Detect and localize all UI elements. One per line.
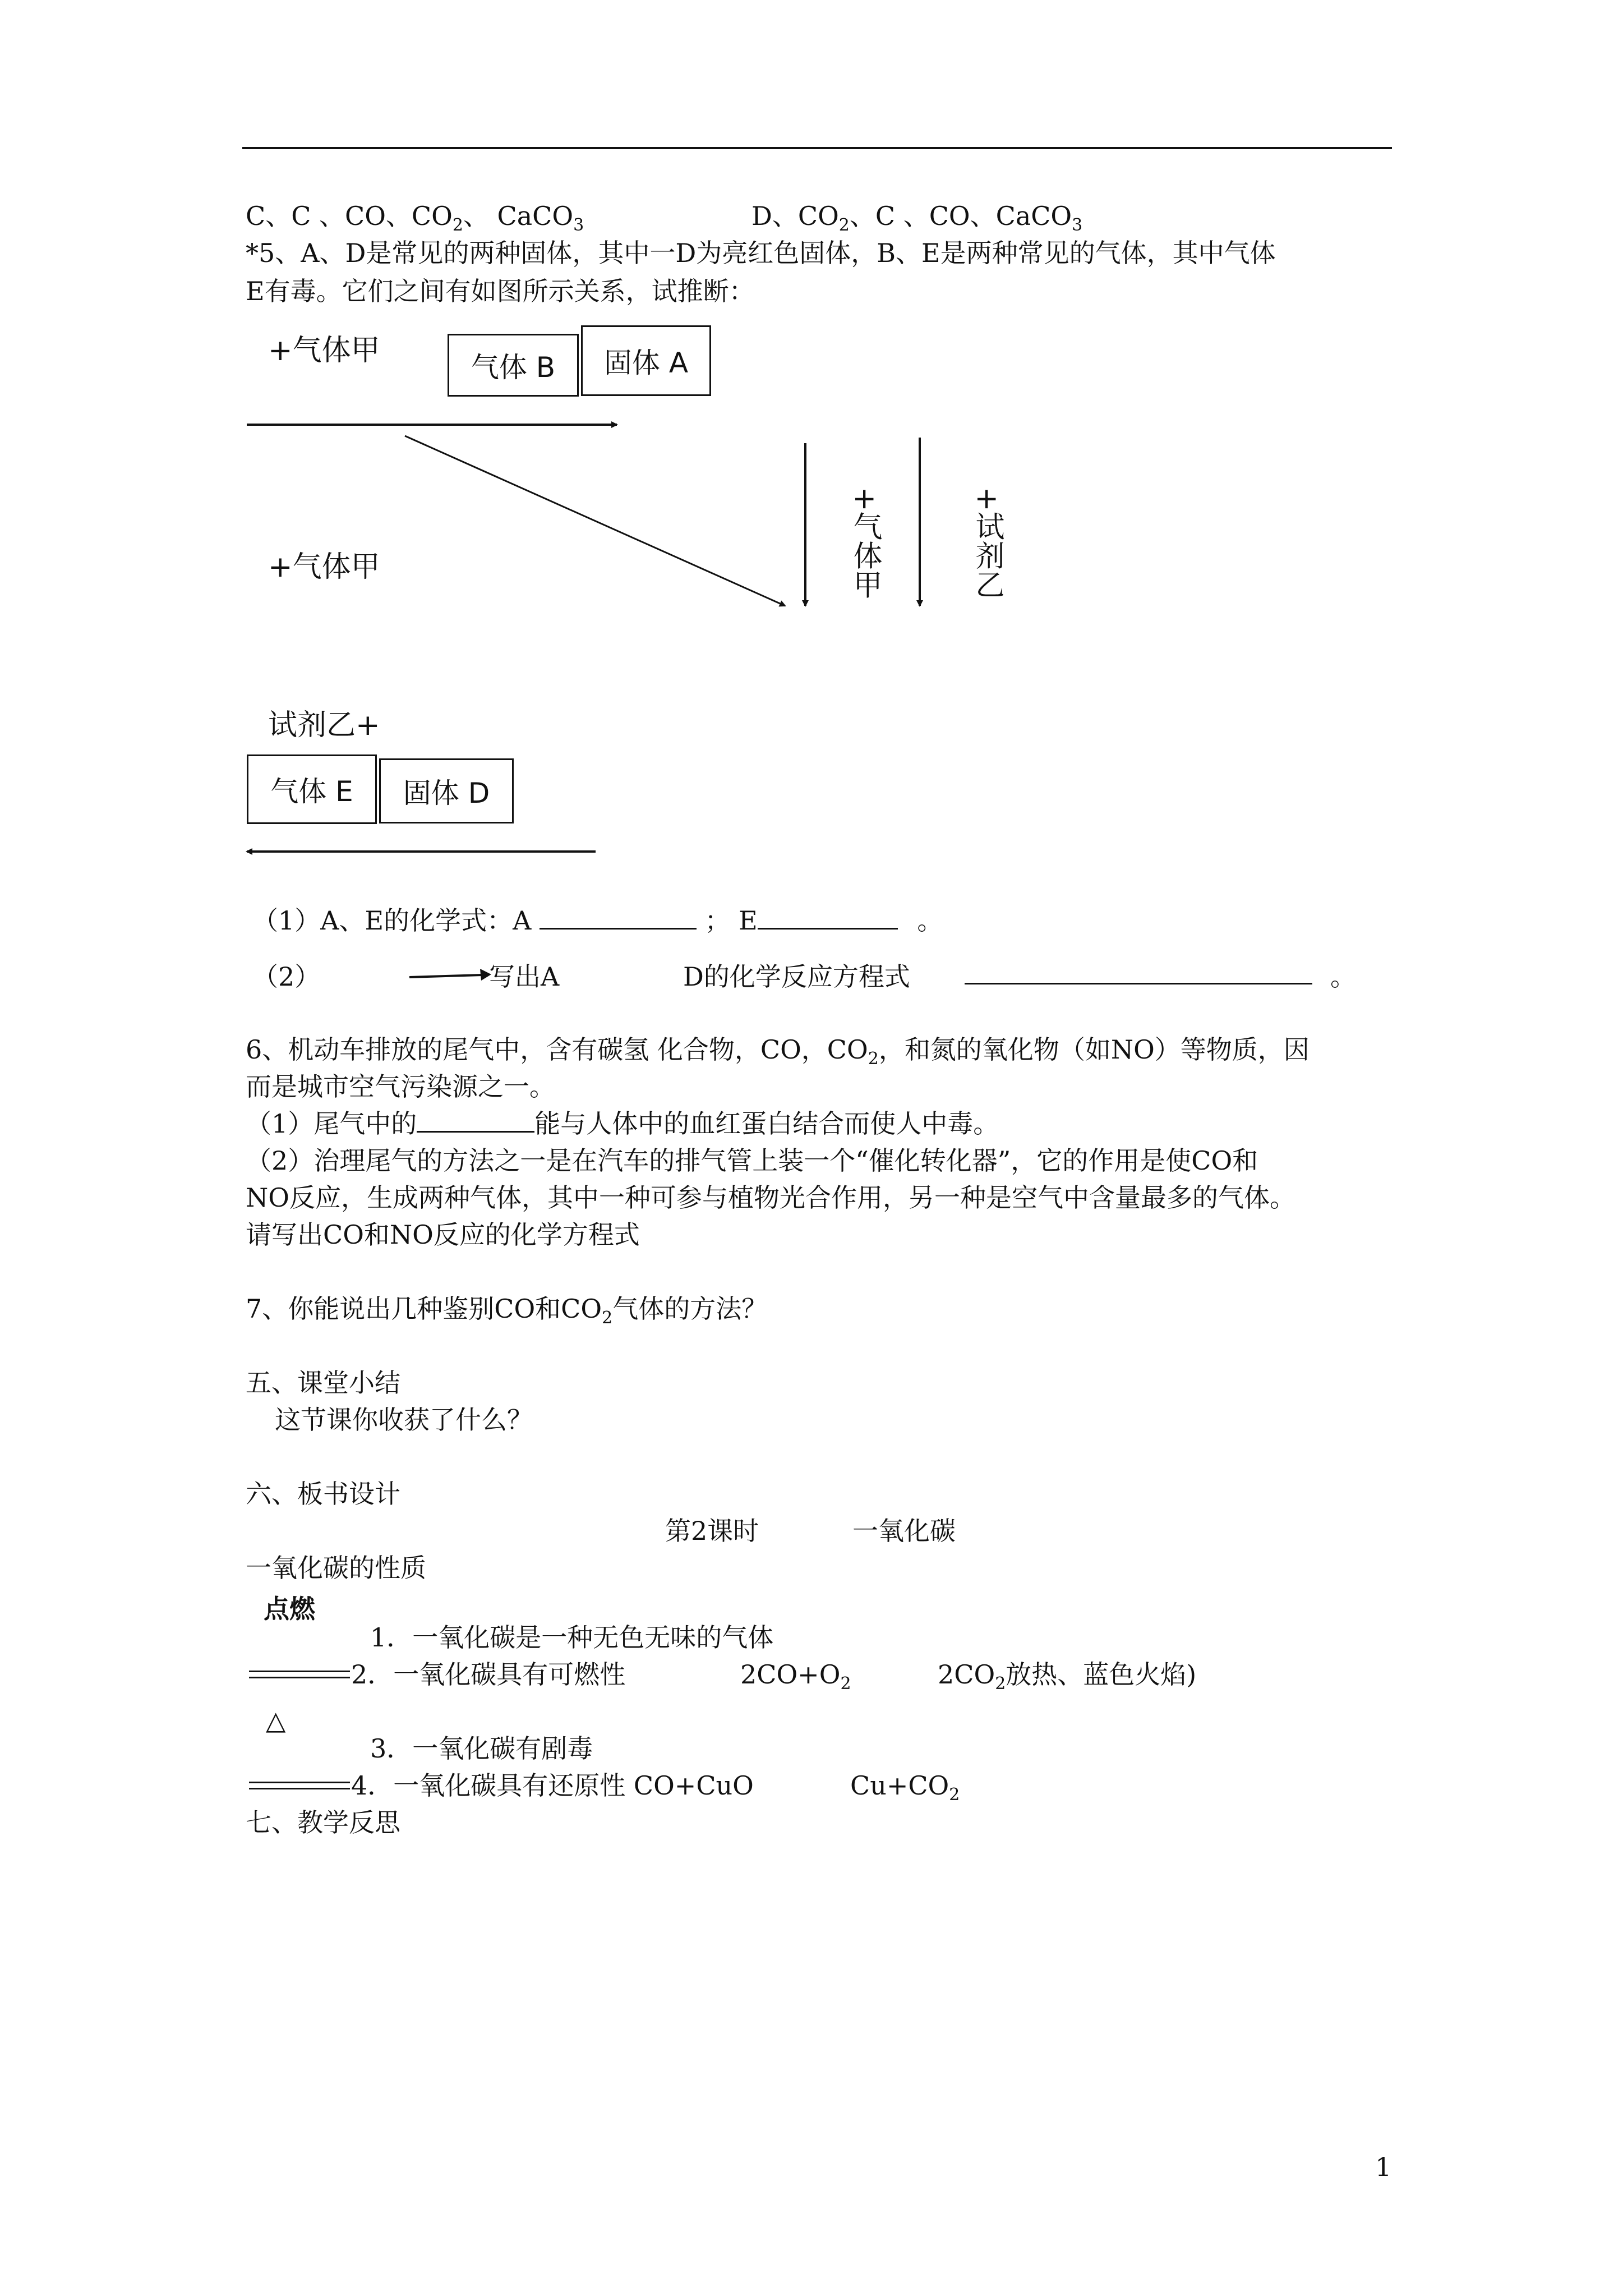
double-line-2 xyxy=(249,1782,350,1789)
vertical-label-gas-jia: +气体甲 xyxy=(848,487,882,599)
q7: 7、你能说出几种鉴别CO和$CO_2$气体的方法？ xyxy=(246,1294,768,1328)
eq2-products: $2CO_2$放热、蓝色火焰) xyxy=(938,1659,1197,1694)
q5-sub2: （2） xyxy=(252,961,321,992)
answer-blank-equation[interactable] xyxy=(965,983,1312,984)
label-gas-jia-mid: +气体甲 xyxy=(268,550,380,584)
q5-sub2-end: 。 xyxy=(1330,961,1356,992)
label-gas-jia-top: +气体甲 xyxy=(268,334,380,367)
box-solid-a: 固体 A xyxy=(581,325,711,396)
answer-blank-a[interactable] xyxy=(540,905,697,930)
lesson-number: 第2课时 xyxy=(665,1516,759,1546)
section-5-body: 这节课你收获了什么？ xyxy=(275,1405,533,1435)
page-number: 1 xyxy=(1375,2152,1392,2182)
eq2-reactants: $2CO+O_2$ xyxy=(740,1659,851,1694)
lesson-topic: 一氧化碳 xyxy=(852,1516,956,1546)
option-d: D、$CO_2$、C 、CO、CaCO$_3$ xyxy=(751,201,1083,235)
property-3: 3．一氧化碳有剧毒 xyxy=(370,1733,593,1764)
box-gas-e: 气体 E xyxy=(247,754,377,824)
q6-sub2-line3: 请写出CO和NO反应的化学方程式 xyxy=(246,1220,640,1250)
property-1: 1．一氧化碳是一种无色无味的气体 xyxy=(370,1622,774,1653)
section-6-title: 六、板书设计 xyxy=(246,1479,400,1509)
condition-ignite: 点燃 xyxy=(264,1594,315,1624)
eq4-products: $Cu+CO_2$ xyxy=(850,1770,960,1805)
double-line-1 xyxy=(249,1671,350,1678)
q5-sub1: （1）A、E的化学式：A ； E 。 xyxy=(252,905,943,936)
short-arrow xyxy=(408,966,492,985)
property-2: 2．一氧化碳具有可燃性 xyxy=(351,1659,626,1690)
option-c: C、C 、CO、$CO_2$、 CaCO$_3$ xyxy=(246,201,584,235)
section-5-title: 五、课堂小结 xyxy=(246,1368,400,1398)
q5-line2: E有毒。它们之间有如图所示关系，试推断： xyxy=(246,276,755,306)
q6-sub2-line1: （2）治理尾气的方法之一是在汽车的排气管上装一个“催化转化器”，它的作用是使CO和 xyxy=(246,1145,1258,1176)
answer-blank-toxic-gas[interactable] xyxy=(417,1108,534,1133)
q6-line1: 6、机动车排放的尾气中，含有碳氢 化合物，CO，$CO_2$，和氮的氧化物（如NO）等物质，因 xyxy=(246,1034,1310,1069)
property-4: 4．一氧化碳具有还原性 CO+CuO xyxy=(351,1770,754,1801)
answer-blank-e[interactable] xyxy=(758,905,898,930)
q5-sub2-write: 写出A xyxy=(489,961,560,992)
q6-line2: 而是城市空气污染源之一。 xyxy=(246,1071,555,1102)
box-gas-b: 气体 B xyxy=(448,334,579,397)
section-7-title: 七、教学反思 xyxy=(246,1807,400,1838)
q6-sub1: （1）尾气中的 能与人体中的血红蛋白结合而使人中毒。 xyxy=(246,1108,999,1139)
diagram-arrows xyxy=(0,0,1623,954)
box-solid-d: 固体 D xyxy=(379,758,514,823)
vertical-label-reagent-yi: +试剂乙 xyxy=(970,487,1004,599)
condition-heat: △ xyxy=(266,1705,286,1736)
q5-line1: *5、A、D是常见的两种固体，其中一D为亮红色固体，B、E是两种常见的气体，其中气体 xyxy=(246,238,1276,268)
label-reagent-yi-bottom: 试剂乙+ xyxy=(268,708,380,742)
properties-subtitle: 一氧化碳的性质 xyxy=(246,1553,426,1583)
q6-sub2-line2: NO反应，生成两种气体，其中一种可参与植物光合作用，另一种是空气中含量最多的气体。 xyxy=(246,1182,1295,1213)
q5-sub2-equation-prompt: D的化学反应方程式 xyxy=(683,961,910,992)
